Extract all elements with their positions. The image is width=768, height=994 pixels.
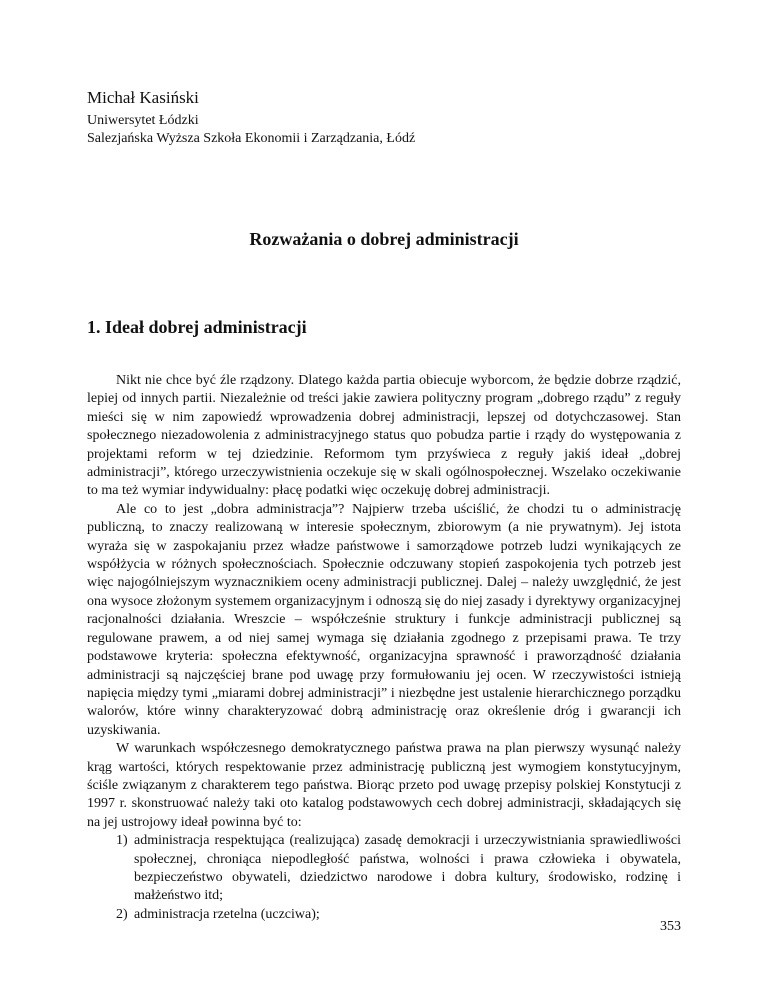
paragraph-3: W warunkach współczesnego demokratycznego państwa prawa na plan pierwszy wysunąć należy krąg wartości, których respektowanie przez administrację publiczną jest wymogiem konstytucyjnym, ściśle związanym z charakterem tego państwa. Biorąc przeto pod uwagę przepisy polskiej Konstytucji z 1997 r. skonstruować należy taki oto katalog podstawowych cech dobrej administracji, składających się na jej ustrojowy ideał powinna być to: [87,741,681,830]
list-item-number: 1) [116,833,128,849]
affiliation-1: Uniwersytet Łódzki [87,113,199,128]
affiliation-2: Salezjańska Wyższa Szkoła Ekonomii i Zarządzania, Łódź [87,131,416,146]
list-item-number: 2) [116,906,128,922]
list-item [87,906,681,924]
paragraph-1: Nikt nie chce być źle rządzony. Dlatego każda partia obiecuje wyborcom, że będzie dobrze rządzić, lepiej od innych partii. Niezależnie od treści jakie zawiera polityczny program „dobrego rządu” z reguły mieści się w nim zapowiedź wprowadzenia dobrej administracji, lepszej od dotychczasowej. Stan społecznego niezadowolenia z administracyjnego status quo pobudza partie i rządy do występowania z projektami reform w tej dziedzinie. Reformom tym przyświeca z reguły jakiś ideał „dobrej administracji”, którego urzeczywistnienia oczekuje się w skali ogólnospołecznej. Wszelako oczekiwanie to ma też wymiar indywidualny: płacę podatki więc oczekuję dobrej administracji. [87,373,681,499]
author-name: Michał Kasiński [87,88,199,107]
paragraph-2: Ale co to jest „dobra administracja”? Najpierw trzeba uściślić, że chodzi tu o administrację publiczną, to znaczy realizowaną w interesie społecznym, zbiorowym (a nie prywatnym). Jej istota wyraża się w zaspokajaniu przez władze państwowe i samorządowe potrzeb ludzi wynikających ze współżycia w różnych społecznościach. Społecznie odczuwany stopień zaspokojenia tych potrzeb jest więc najogólniejszym wyznacznikiem oceny administracji publicznej. Dalej – należy uwzględnić, że jest ona wysoce złożonym systemem organizacyjnym i odnoszą się do niej zasady i dyrektywy organizacyjnej racjonalności działania. Wreszcie – współcześnie struktury i funkcje administracji publicznej są regulowane prawem, a od niej samej wymaga się działania zgodnego z przepisami prawa. Te trzy podstawowe kryteria: społeczna efektywność, organizacyjna sprawność i praworządność działania administracji są najczęściej brane pod uwagę przy formułowaniu jej ocen. W rzeczywistości istnieją napięcia między tymi „miarami dobrej administracji” i niezbędne jest ustalenie hierarchicznego porządku walorów, które winny charakteryzować dobrą administrację oraz określenie dróg i gwarancji ich uzyskiwania. [87,501,681,738]
list-item [87,832,681,906]
article-title: Rozważania o dobrej administracji [249,229,519,249]
body-text [87,372,681,924]
page-number: 353 [660,919,681,934]
list-item-text: administracja respektująca (realizująca) zasadę demokracji i urzeczywistniania sprawiedliwości społecznej, chroniąca niepodległość państwa, wolności i prawa człowieka i obywatela, bezpieczeństwo obywateli, dziedzictwo narodowe i dobra kultury, środowisko, rodzinę i małżeństwo itd; [134,833,681,904]
feature-list [87,832,681,924]
section-heading: 1. Ideał dobrej administracji [87,317,307,337]
list-item-text: administracja rzetelna (uczciwa); [134,906,320,922]
